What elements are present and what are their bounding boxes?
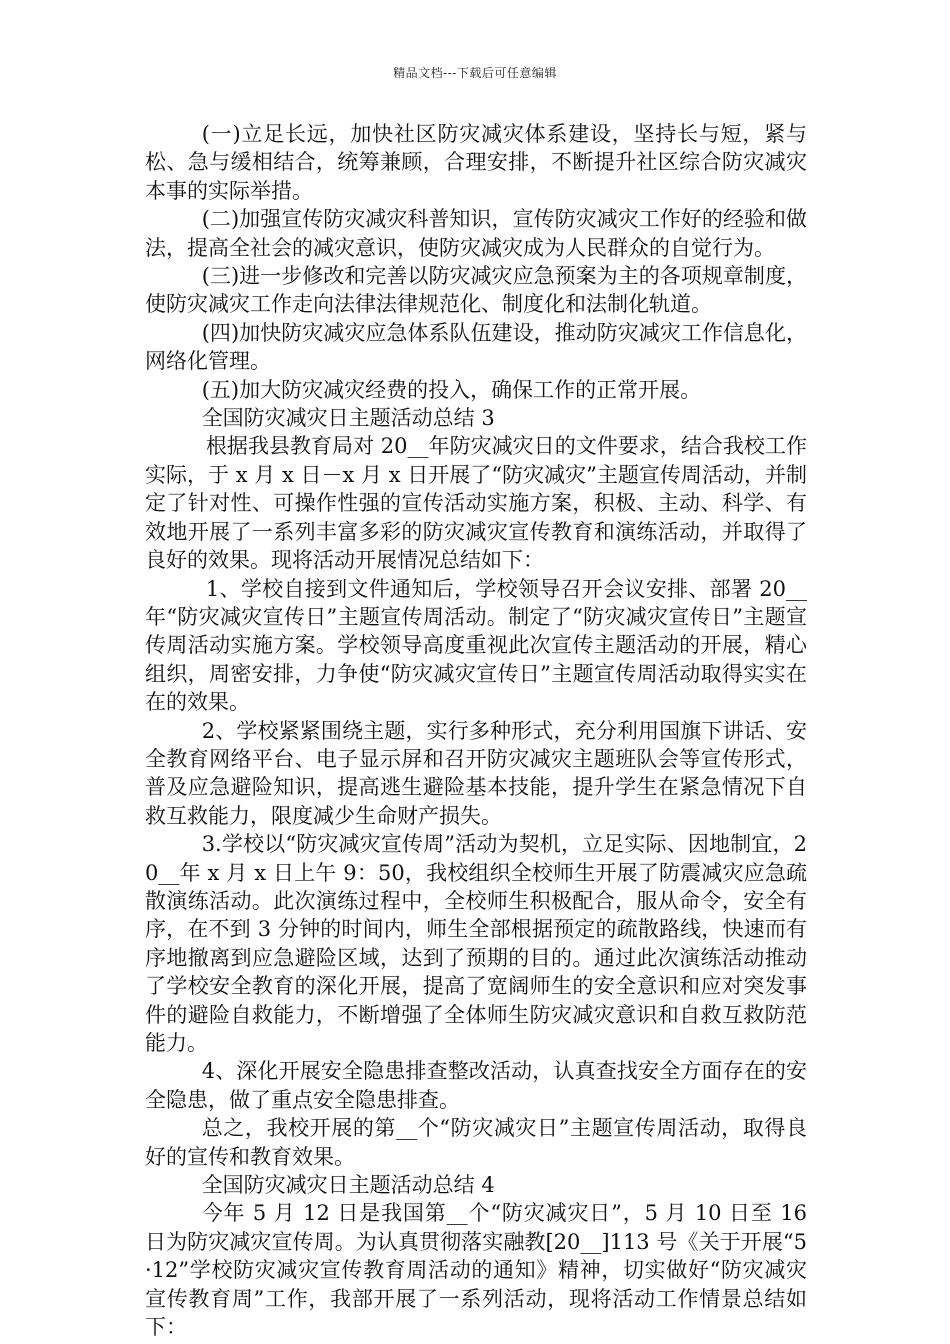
document-body — [145, 120, 807, 1341]
paragraph: (五)加大防灾减灾经费的投入，确保工作的正常开展。 — [201, 377, 702, 402]
paragraph: (三)进一步修改和完善以防灾减灾应急预案为主的各项规章制度，使防灾减灾工作走向法律法律规范化、制度化和法制化轨道。 — [145, 264, 807, 317]
paragraph: 1、学校自接到文件通知后，学校领导召开会议安排、部署 20__年“防灾减灾宣传日”主题宣传周活动。制定了“防灾减灾宣传日”主题宣传周活动实施方案。学校领导高度重视此次宣传主题活动的开展，精心组织，周密安排，力争使“防灾减灾宣传日”主题宣传周活动取得实实在在的效果。 — [145, 576, 807, 715]
paragraph: 根据我县教育局对 20__年防灾减灾日的文件要求，结合我校工作实际，于 x 月 x 日－x 月 x 日开展了“防灾减灾”主题宣传周活动，并制定了针对性、可操作性强的宣传活动实施方案，积极、主动、科学、有效地开展了一系列丰富多彩的防灾减灾宣传教育和演练活动，并取得了良好的效果。现将活动开展情况总结如下： — [145, 434, 807, 573]
paragraph: 今年 5 月 12 日是我国第__个“防灾减灾日”，5 月 10 日至 16 日为防灾减灾宣传周。为认真贯彻落实融教[20__]113 号《关于开展“5·12”学校防灾减灾宣传教育周活动的通知》精神，切实做好“防灾减灾宣传教育周”工作，我部开展了一系列活动，现将活动工作情景总结如下： — [145, 1201, 807, 1340]
page-header: 精品文档---下载后可任意编辑 — [393, 66, 557, 80]
section-heading: 全国防灾减灾日主题活动总结 4 — [201, 1173, 495, 1198]
paragraph: (二)加强宣传防灾减灾科普知识，宣传防灾减灾工作好的经验和做法，提高全社会的减灾意识，使防灾减灾成为人民群众的自觉行为。 — [145, 207, 807, 260]
paragraph: (一)立足长远，加快社区防灾减灾体系建设，坚持长与短，紧与松、急与缓相结合，统筹兼顾，合理安排，不断提升社区综合防灾减灾本事的实际举措。 — [145, 122, 807, 203]
paragraph: 2、学校紧紧围绕主题，实行多种形式，充分利用国旗下讲话、安全教育网络平台、电子显示屏和召开防灾减灾主题班队会等宣传形式，普及应急避险知识，提高逃生避险基本技能，提升学生在紧急情况下自救互救能力，限度减少生命财产损失。 — [145, 718, 807, 828]
section-heading: 全国防灾减灾日主题活动总结 3 — [201, 406, 495, 431]
paragraph: (四)加快防灾减灾应急体系队伍建设，推动防灾减灾工作信息化，网络化管理。 — [145, 320, 807, 374]
paragraph: 3.学校以“防灾减灾宣传周”活动为契机，立足实际、因地制宜，20__年 x 月 x 日上午 9：50，我校组织全校师生开展了防震减灾应急疏散演练活动。此次演练过程中，全校师生积极配合，服从命令，安全有序，在不到 3 分钟的时间内，师生全部根据预定的疏散路线，快速而有序地撤离到应急避险区域，达到了预期的目的。通过此次演练活动推动了学校安全教育的深化开展，提高了宽阔师生的安全意识和应对突发事件的避险自救能力，不断增强了全体师生防灾减灾意识和自救互救防范能力。 — [145, 832, 807, 1055]
paragraph: 总之，我校开展的第__个“防灾减灾日”主题宣传周活动，取得良好的宣传和教育效果。 — [145, 1116, 807, 1169]
paragraph: 4、深化开展安全隐患排查整改活动，认真查找安全方面存在的安全隐患，做了重点安全隐患排查。 — [145, 1059, 807, 1112]
